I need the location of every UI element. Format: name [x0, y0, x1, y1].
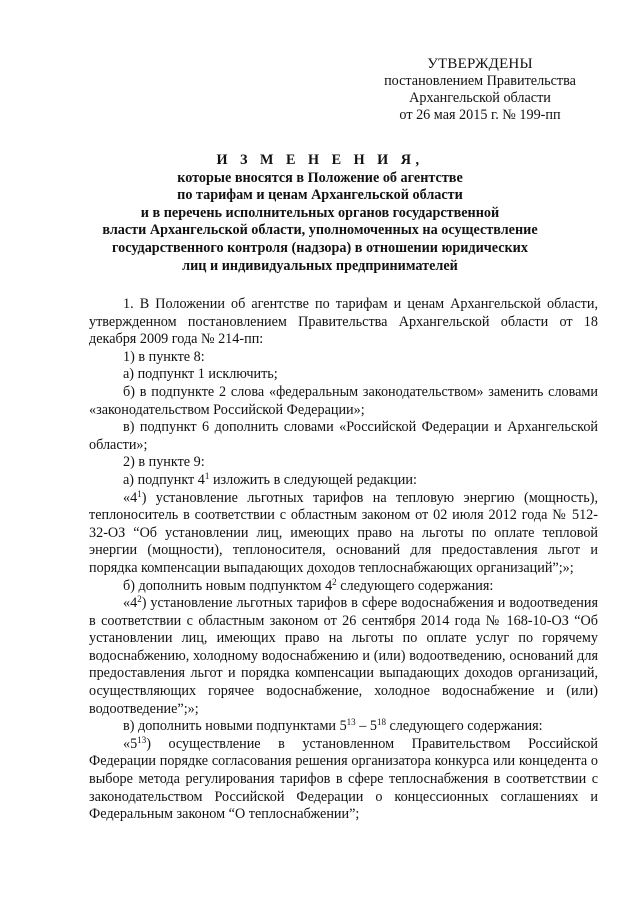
superscript: 13 — [137, 734, 147, 745]
superscript: 13 — [346, 717, 356, 728]
paragraph — [89, 472, 598, 490]
paragraph — [89, 595, 598, 718]
text-run: б) дополнить новым подпунктом 4 — [123, 577, 333, 594]
superscript: 2 — [137, 594, 142, 605]
paragraph — [89, 490, 598, 578]
paragraph: 2) в пункте 9: — [123, 454, 205, 471]
text-run: «4 — [123, 595, 138, 612]
paragraph: а) подпункт 1 исключить; — [123, 366, 278, 383]
text-run: изложить в следующей редакции: — [209, 471, 417, 488]
document-body — [89, 296, 598, 824]
approval-line: Архангельской области — [409, 90, 551, 106]
text-run: а) подпункт 4 — [123, 471, 205, 488]
text-run: в) дополнить новыми подпунктами 5 — [123, 718, 347, 735]
changes-title-line: по тарифам и ценам Архангельской области — [177, 187, 463, 204]
text-run: ) установление льготных тарифов в сфере водоснабжения и водоотведения в соответствии с областным законом от 26 сентября 2014 года № 168-10-ОЗ “Об установлении лиц, имеющих право на льготы по оплате услуг по горячему водоснабжению, холодному водоснабжению и (или) водоотведению, оснований для предоставления льгот и порядка компенсации выпадающих доходов организаций, осуществляющих горячее водоснабжение, холодное водоснабжение и (или) водоотведение”;»; — [89, 595, 598, 717]
text-run: ) установление льготных тарифов на тепловую энергию (мощность), теплоноситель в соответствии с областным законом от 02 июля 2012 года № 512-32-ОЗ “Об установлении лиц, имеющих право на льготы по оплате тепловой энергии (мощности), теплоносителя, оснований для предоставления льгот и порядка компенсации выпадающих доходов теплоснабжающих организаций”;»; — [89, 489, 598, 576]
text-run: – 5 — [355, 718, 377, 735]
superscript: 18 — [376, 717, 386, 728]
paragraph — [89, 578, 598, 596]
changes-title-line: которые вносятся в Положение об агентстве — [177, 169, 463, 186]
changes-title-block — [60, 152, 580, 275]
approval-line: постановлением Правительства — [384, 73, 576, 89]
text-run: «5 — [123, 735, 138, 752]
text-run: ) осуществление в установленном Правительством Российской Федерации порядке согласования решения организатора конкурса или концедента о выборе метода регулирования тарифов в сфере теплоснабжения в соответствии с законодательством Российской Федерации о концессионных соглашениях и Федеральным законом “О теплоснабжении”; — [89, 735, 598, 823]
text-run: следующего содержания: — [385, 718, 543, 735]
paragraph: 1) в пункте 8: — [123, 348, 205, 365]
changes-title-line: лиц и индивидуальных предпринимателей — [182, 257, 458, 274]
paragraph: 1. В Положении об агентстве по тарифам и ценам Архангельской области, утвержденном постановлением Правительства Архангельской области от 18 декабря 2009 года № 214-пп: — [89, 296, 598, 348]
changes-title-line: и в перечень исполнительных органов государственной — [140, 204, 500, 221]
superscript: 1 — [137, 488, 142, 499]
text-run: следующего содержания: — [336, 577, 494, 594]
changes-title-line: государственного контроля (надзора) в отношении юридических — [112, 239, 528, 256]
text-run: «4 — [123, 489, 138, 506]
approval-line: от 26 мая 2015 г. № 199-пп — [399, 107, 561, 123]
paragraph: б) в подпункте 2 слова «федеральным законодательством» заменить словами «законодательством Российской Федерации»; — [89, 383, 598, 418]
changes-heading: И З М Е Н Е Н И Я, — [216, 152, 424, 168]
paragraph: в) подпункт 6 дополнить словами «Российской Федерации и Архангельской области»; — [89, 419, 598, 453]
superscript: 1 — [204, 470, 210, 481]
approval-stamp — [360, 56, 600, 124]
approval-title: УТВЕРЖДЕНЫ — [427, 56, 533, 72]
paragraph — [89, 736, 598, 824]
superscript: 2 — [332, 576, 337, 587]
paragraph — [89, 718, 598, 736]
changes-title-line: власти Архангельской области, уполномоченных на осуществление — [102, 222, 538, 239]
